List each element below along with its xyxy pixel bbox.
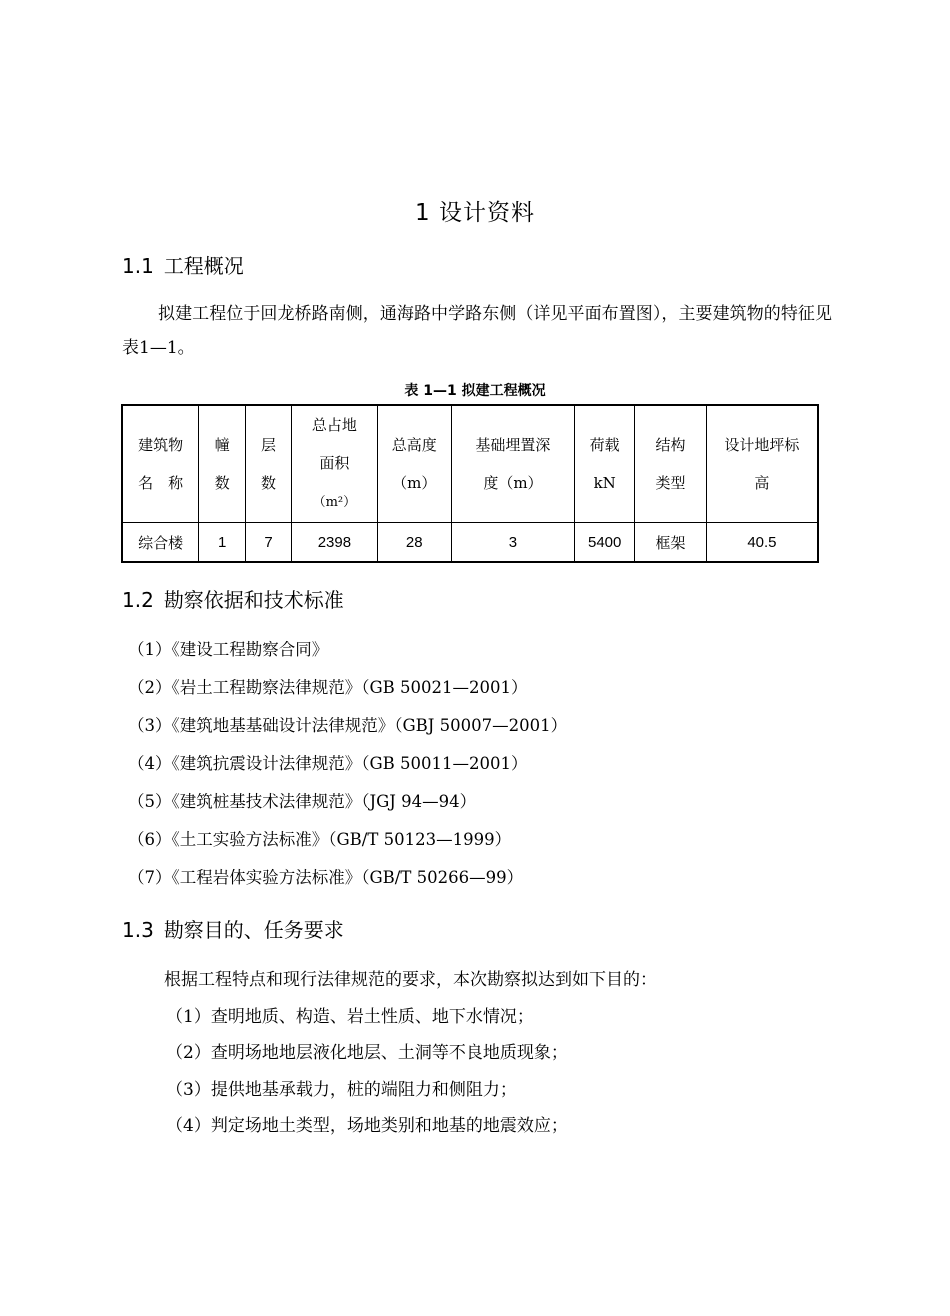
- header-building-name: 建筑物 名 称: [122, 405, 199, 523]
- table-caption: 表 1—1 拟建工程概况: [404, 383, 546, 399]
- list-item: （1）查明地质、构造、岩土性质、地下水情况；: [166, 1006, 534, 1027]
- section-title: 工程概况: [163, 254, 244, 278]
- goals-intro: 根据工程特点和现行法律规范的要求，本次勘察拟达到如下目的：: [164, 970, 657, 990]
- goals-block: [164, 962, 657, 1145]
- list-item: （6）《土工实验方法标准》（GB/T 50123—1999）: [128, 830, 512, 849]
- section-heading-1-2: [122, 584, 344, 613]
- list-item: （1）《建设工程勘察合同》: [128, 640, 329, 659]
- list-item: （3）《建筑地基基础设计法律规范》（GBJ 50007—2001）: [128, 716, 568, 735]
- cell-structure-type: 框架: [635, 523, 707, 563]
- header-foundation-depth: 基础埋置深 度（m）: [451, 405, 575, 523]
- header-load: 荷载 kN: [575, 405, 635, 523]
- list-item: （5）《建筑桩基技术法律规范》（JGJ 94—94）: [128, 792, 477, 811]
- list-item: （3）提供地基承载力，桩的端阻力和侧阻力；: [166, 1079, 517, 1100]
- cell-floors: 7: [246, 523, 292, 563]
- header-floor-area: 总占地 面积 （m²）: [291, 405, 377, 523]
- chapter-title: 1 设计资料: [415, 200, 535, 226]
- cell-design-elevation: 40.5: [706, 523, 818, 563]
- section-number: 1.1: [122, 254, 154, 278]
- table-header-row: [122, 405, 818, 523]
- cell-floor-area: 2398: [291, 523, 377, 563]
- cell-building-name: 综合楼: [122, 523, 199, 563]
- list-item: （4）《建筑抗震设计法律规范》（GB 50011—2001）: [128, 754, 528, 773]
- section-heading-1-3: [122, 914, 344, 943]
- section-number: 1.2: [122, 588, 154, 612]
- table-row: [122, 523, 818, 563]
- header-structure-type: 结构 类型: [635, 405, 707, 523]
- header-floors: 层 数: [246, 405, 292, 523]
- cell-count: 1: [199, 523, 246, 563]
- standards-list: [128, 631, 567, 897]
- section-title: 勘察依据和技术标准: [163, 588, 344, 612]
- section-title: 勘察目的、任务要求: [163, 918, 344, 942]
- list-item: （2）查明场地地层液化地层、土洞等不良地质现象；: [166, 1043, 568, 1063]
- cell-load: 5400: [575, 523, 635, 563]
- list-item: （2）《岩土工程勘察法律规范》（GB 50021—2001）: [128, 678, 528, 697]
- section-heading-1-1: [122, 250, 244, 279]
- header-total-height: 总高度 （m）: [377, 405, 451, 523]
- list-item: （4）判定场地土类型，场地类别和地基的地震效应；: [166, 1116, 568, 1136]
- section-number: 1.3: [122, 918, 154, 942]
- header-design-elevation: 设计地坪标 高: [706, 405, 818, 523]
- cell-foundation-depth: 3: [451, 523, 575, 563]
- header-count: 幢 数: [199, 405, 246, 523]
- cell-total-height: 28: [377, 523, 451, 563]
- intro-paragraph: 拟建工程位于回龙桥路南侧，通海路中学路东侧（详见平面布置图），主要建筑物的特征见表1—1。: [122, 304, 832, 358]
- project-overview-table: [121, 404, 819, 563]
- list-item: （7）《工程岩体实验方法标准》（GB/T 50266—99）: [128, 868, 524, 887]
